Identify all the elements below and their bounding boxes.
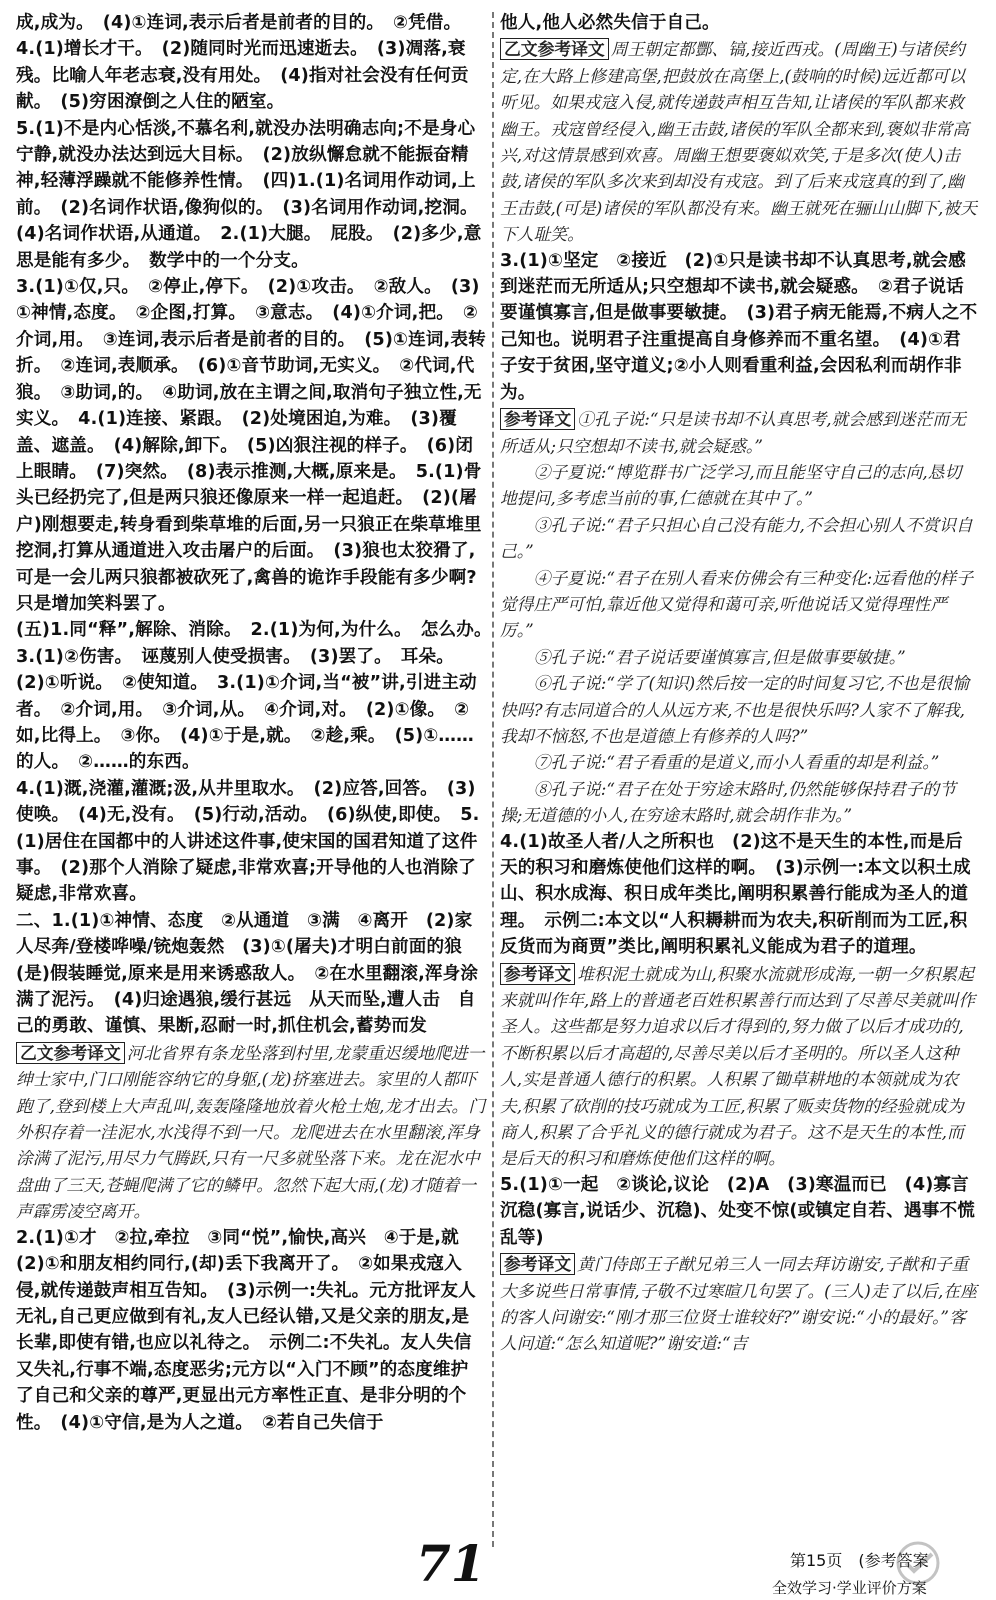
watermark-icon (878, 1538, 958, 1588)
answer-block: 二、1.(1)①神情、态度 ②从通道 ③满 ④离开 (2)家人尽奔/登楼哗噪/铳炮轰然 (3)①(屠夫)才明白前面的狼(是)假装睡觉,原来是用来诱惑敌人。 ②在水里翻滚,浑身涂满了泥污。 (4)归途遇狼,缓行甚远 从天而坠,遭人击 自己的勇敢、谨慎、果断,忍耐一时,抓住机会,蓄势而发 (16, 910, 479, 1037)
answer-block: 5.(1)不是内心恬淡,不慕名利,就没办法明确志向;不是身心宁静,就没办法达到远大目标。 (2)放纵懈怠就不能振奋精神,轻薄浮躁就不能修养性情。 (四)1.(1)名词用作动词,上前。 (2)名词作状语,像狗似的。 (3)名词用作动词,挖洞。 (4)名词作状语,从通道。 2.(1)大腿。 屁股。 (2)多少,意思是能有多少。 数学中的一个分支。 (16, 118, 487, 271)
translation-tag: 乙文参考译文 (16, 1042, 125, 1064)
translation-item: ④子夏说:“君子在别人看来仿佛会有三种变化:远看他的样子觉得庄严可怕,靠近他又觉得和蔼可亲,听他说话又觉得理性严厉。” (500, 567, 974, 641)
translation-item: ③孔子说:“君子只担心自己没有能力,不会担心别人不赏识自己。” (500, 514, 973, 562)
translation-tag: 参考译文 (500, 1253, 575, 1275)
answer-block: 他人,他人必然失信于自己。 (500, 13, 720, 33)
footer-brand: 全效学习·学业评价方案 (772, 1579, 927, 1597)
translation-tag: 乙文参考译文 (500, 38, 609, 60)
page-number: 71 (416, 1534, 486, 1593)
answer-block: 成,成为。 (4)①连词,表示后者是前者的目的。 ②凭借。 4.(1)增长才干。 (2)随同时光而迅速逝去。 (3)凋落,衰残。比喻人年老志衰,没有用处。 (4)指对社会没有任何贡献。 (5)穷困潦倒之人住的陋室。 (16, 13, 471, 113)
translation-item: ⑧孔子说:“君子在处于穷途末路时,仍然能够保持君子的节操;无道德的小人,在穷途末路时,就会胡作非为。” (500, 778, 956, 826)
translation-text: 堆积泥土就成为山,积聚水流就形成海,一朝一夕积累起来就叫作年,路上的普通老百姓积累善行而达到了尽善尽美就叫作圣人。这些都是努力追求以后才得到的,努力做了以后才成功的,不断积累以后才高超的,尽善尽美以后才圣明的。所以圣人这种人,实是普通人德行的积累。人积累了锄草耕地的本领就成为农夫,积累了砍削的技巧就成为工匠,积累了贩卖货物的经验就成为商人,积累了合乎礼义的德行就成为君子。这不是天生的本性,而是后天的积习和磨炼使他们这样的啊。 (500, 963, 976, 1169)
answer-block: 3.(1)①坚定 ②接近 (2)①只是读书却不认真思考,就会感到迷茫而无所适从;只空想却不读书,就会疑惑。 ②君子说话要谨慎寡言,但是做事要敏捷。 (3)君子病无能焉,不病人之不己知也。说明君子注重提高自身修养而不重名望。 (4)①君子安于贫困,坚守道义;②小人则看重利益,会因私利而胡作非为。 (500, 250, 978, 403)
answer-block: 5.(1)①一起 ②谈论,议论 (2)A (3)寒温而已 (4)寡言沉稳(寡言,说话少、沉稳)、处变不惊(或镇定自若、遇事不慌乱等) (500, 1174, 976, 1248)
translation-text: ①孔子说:“只是读书却不认真思考,就会感到迷茫而无所适从;只空想却不读书,就会疑惑。” (500, 409, 966, 456)
translation-block (500, 36, 978, 247)
translation-block (16, 1040, 486, 1225)
translation-block (500, 1251, 978, 1357)
translation-item: ⑦孔子说:“君子看重的是道义,而小人看重的却是利益。” (533, 752, 940, 773)
translation-text: 黄门侍郎王子猷兄弟三人一同去拜访谢安,子猷和子重大多说些日常事情,子敬不过寒暄几句罢了。(三人)走了以后,在座的客人问谢安:“刚才那三位贤士谁较好?”谢安说:“小的最好。”客人问道:“怎么知道呢?”谢安道:“吉 (500, 1254, 977, 1354)
answer-block: 4.(1)溉,浇灌,灌溉;汲,从井里取水。 (2)应答,回答。 (3)使唤。 (4)无,没有。 (5)行动,活动。 (6)纵使,即使。 5.(1)居住在国都中的人讲述这件事,使宋国的国君知道了这件事。 (2)那个人消除了疑虑,非常欢喜;开导他的人也消除了疑虑,非常欢喜。 (16, 778, 480, 905)
translation-item: ⑤孔子说:“君子说话要谨慎寡言,但是做事要敏捷。” (533, 646, 906, 667)
page-label: 第15页 (参考答案 (790, 1551, 929, 1570)
translation-item: ⑥孔子说:“学了(知识)然后按一定的时间复习它,不也是很愉快吗?有志同道合的人从远方来,不也是很快乐吗?人家不了解我,我却不恼怒,不也是道德上有修养的人吗?” (500, 673, 970, 746)
column-divider (492, 12, 494, 1547)
translation-text: 河北省界有条龙坠落到村里,龙蒙重迟缓地爬进一绅士家中,门口刚能容纳它的身躯,(龙)挤塞进去。家里的人都吓跑了,登到楼上大声乱叫,轰轰隆隆地放着火枪土炮,龙才出去。门外积存着一洼泥水,水浅得不到一尺。龙爬进去在水里翻滚,浑身涂满了泥污,用尽力气腾跃,只有一尺多就坠落下来。龙在泥水中盘曲了三天,苍蝇爬满了它的鳞甲。忽然下起大雨,(龙)才随着一声霹雳凌空离开。 (16, 1042, 486, 1222)
answer-block: 3.(1)①仅,只。 ②停止,停下。 (2)①攻击。 ②敌人。 (3)①神情,态度。 ②企图,打算。 ③意志。 (4)①介词,把。 ②介词,用。 ③连词,表示后者是前者的目的。 (5)①连词,表转折。 ②连词,表顺承。 (6)①音节助词,无实义。 ②代词,代狼。 ③助词,的。 ④助词,放在主谓之间,取消句子独立性,无实义。 4.(1)连接、紧跟。 (2)处境困迫,为难。 (3)覆盖、遮盖。 (4)解除,卸下。 (5)凶狠注视的样子。 (6)闭上眼睛。 (7)突然。 (8)表示推测,大概,原来是。 5.(1)骨头已经扔完了,但是两只狼还像原来一样一起追赶。 (2)(屠户)刚想要走,转身看到柴草堆的后面,另一只狼正在柴草堆里挖洞,打算从通道进入攻击屠户的后面。 (3)狼也太狡猾了,可是一会儿两只狼都被砍死了,禽兽的诡诈手段能有多少啊?只是增加笑料罢了。 (16, 277, 486, 614)
translation-item (500, 406, 978, 459)
translation-block (500, 406, 978, 829)
answer-block: 4.(1)故圣人者/人之所积也 (2)这不是天生的本性,而是后天的积习和磨炼使他们这样的啊。 (3)示例一:本文以积土成山、积水成海、积日成年类比,阐明积累善行能成为圣人的道理。 示例二:本文以“人积耨耕而为农夫,积斫削而为工匠,积反货而为商贾”类比,阐明积累礼义能成为君子的道理。 (500, 831, 971, 958)
translation-tag: 参考译文 (500, 963, 575, 985)
translation-block (500, 961, 978, 1172)
left-column (16, 10, 501, 1436)
translation-tag: 参考译文 (500, 408, 575, 430)
answer-block: 2.(1)①才 ②拉,牵拉 ③同“悦”,愉快,高兴 ④于是,就 (2)①和朋友相约同行,(却)丢下我离开了。 ②如果戎寇入侵,就传递鼓声相互告知。 (3)示例一:失礼。元方批评友人无礼,自己更应做到有礼,友人已经认错,又是父亲的朋友,是长辈,即使有错,也应以礼待之。 示例二:不失礼。友人失信又失礼,行事不端,态度恶劣;元方以“入门不顾”的态度维护了自己和父亲的尊严,更显出元方率性正直、是非分明的个性。 (4)①守信,是为人之道。 ②若自己失信于 (16, 1227, 477, 1433)
translation-item: ②子夏说:“博览群书广泛学习,而且能坚守自己的志向,恳切地提问,多考虑当前的事,仁德就在其中了。” (500, 461, 962, 509)
right-column (500, 10, 978, 1357)
answer-block: (五)1.同“释”,解除、消除。 2.(1)为何,为什么。 怎么办。 3.(1)②伤害。 诬蔑别人使受损害。 (3)罢了。 耳朵。 (2)①听说。 ②使知道。 3.(1)①介词,当“被”讲,引进主动者。 ②介词,用。 ③介词,从。 ④介词,对。 (2)①像。 ②如,比得上。 ③你。 (4)①于是,就。 ②趁,乘。 (5)①……的人。 ②……的东西。 (16, 620, 501, 773)
translation-text: 周王朝定都酆、镐,接近西戎。(周幽王)与诸侯约定,在大路上修建高堡,把鼓放在高堡上,(鼓响的时候)远近都可以听见。如果戎寇入侵,就传递鼓声相互告知,让诸侯的军队都来救幽王。戎寇曾经侵入,幽王击鼓,诸侯的军队全都来到,褒姒非常高兴,对这情景感到欢喜。周幽王想要褒姒欢笑,于是多次(使人)击鼓,诸侯的军队多次来到却没有戎寇。到了后来戎寇真的到了,幽王击鼓,(可是)诸侯的军队都没有来。幽王就死在骊山山脚下,被天下人耻笑。 (500, 39, 977, 245)
